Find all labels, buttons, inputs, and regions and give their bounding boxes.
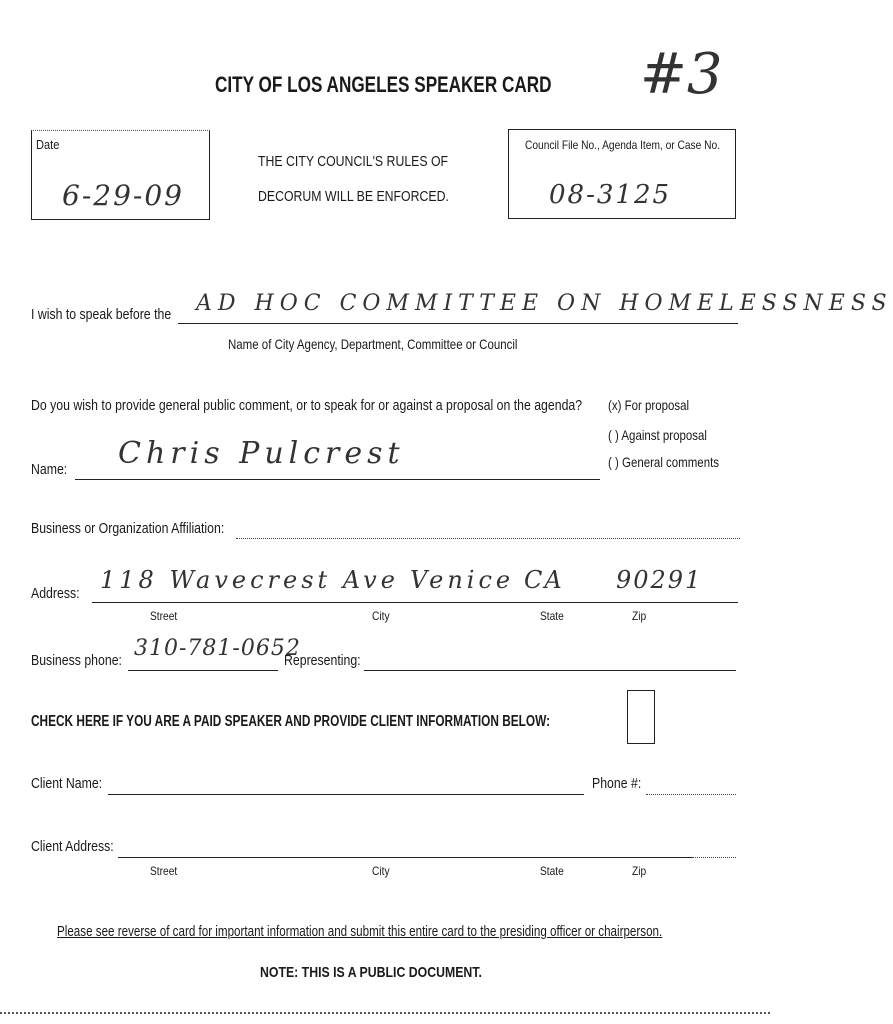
footer-instructions: Please see reverse of card for important information and submit this entire card to the presiding officer or chairperson. [57,923,663,940]
address-street-caption: Street [150,609,178,623]
option-against-label: Against proposal [621,427,707,443]
speak-before-line [178,323,738,324]
council-file-box [508,129,736,219]
representing-line[interactable] [364,670,736,671]
rules-line-2: DECORUM WILL BE ENFORCED. [258,188,449,205]
client-street-caption: Street [150,864,178,878]
client-phone-line[interactable] [646,794,736,795]
card-number: #3 [640,42,723,107]
client-address-line-end [692,857,736,858]
address-label: Address: [31,585,80,602]
scan-edge [0,1012,770,1014]
speak-before-label: I wish to speak before the [31,306,172,323]
rules-line-1: THE CITY COUNCIL'S RULES OF [258,153,449,170]
address-zip-caption: Zip [632,609,647,623]
option-general-label: General comments [622,454,720,470]
address-state-caption: State [540,609,564,623]
address-line [92,602,738,603]
date-box [31,130,210,220]
option-for-label: For proposal [624,397,690,413]
comment-question: Do you wish to provide general public comment, or to speak for or against a proposal on the agenda? [31,397,583,414]
client-zip-caption: Zip [632,864,647,878]
option-for[interactable] [608,397,689,413]
client-address-label: Client Address: [31,838,114,855]
speak-before-caption: Name of City Agency, Department, Committee or Council [228,336,518,352]
name-line [75,479,600,480]
client-phone-label: Phone #: [592,775,642,792]
option-against[interactable] [608,427,707,443]
client-name-line[interactable] [108,794,584,795]
option-general-mark: ( ) [608,454,619,470]
client-city-caption: City [372,864,390,878]
affiliation-label: Business or Organization Affiliation: [31,520,225,537]
speak-before-value[interactable]: AD HOC COMMITTEE ON HOMELESSNESS [196,291,893,316]
form-title: CITY OF LOS ANGELES SPEAKER CARD [215,72,552,97]
name-label: Name: [31,461,68,478]
client-name-label: Client Name: [31,775,103,792]
address-street-value[interactable]: 118 Wavecrest Ave [100,566,399,594]
paid-speaker-instruction: CHECK HERE IF YOU ARE A PAID SPEAKER AND PROVIDE CLIENT INFORMATION BELOW: [31,713,551,730]
council-file-value[interactable]: 08-3125 [549,180,672,210]
name-value[interactable]: Chris Pulcrest [118,436,405,471]
date-label: Date [36,137,60,152]
option-against-mark: ( ) [608,427,619,443]
address-zip-value[interactable]: 90291 [616,566,703,594]
option-for-mark: (x) [608,397,622,413]
address-state-value[interactable]: CA [524,566,564,594]
business-phone-value[interactable]: 310-781-0652 [134,636,301,661]
address-city-caption: City [372,609,390,623]
client-address-line[interactable] [118,857,692,858]
council-file-label: Council File No., Agenda Item, or Case No. [525,138,721,152]
address-city-value[interactable]: Venice [410,566,515,594]
public-document-note: NOTE: THIS IS A PUBLIC DOCUMENT. [260,964,482,981]
business-phone-line [128,670,278,671]
client-state-caption: State [540,864,564,878]
date-value[interactable]: 6-29-09 [62,179,184,212]
business-phone-label: Business phone: [31,652,122,669]
representing-label: Representing: [284,652,361,669]
paid-speaker-checkbox[interactable] [627,690,655,744]
affiliation-line[interactable] [236,538,740,539]
option-general[interactable] [608,454,719,470]
